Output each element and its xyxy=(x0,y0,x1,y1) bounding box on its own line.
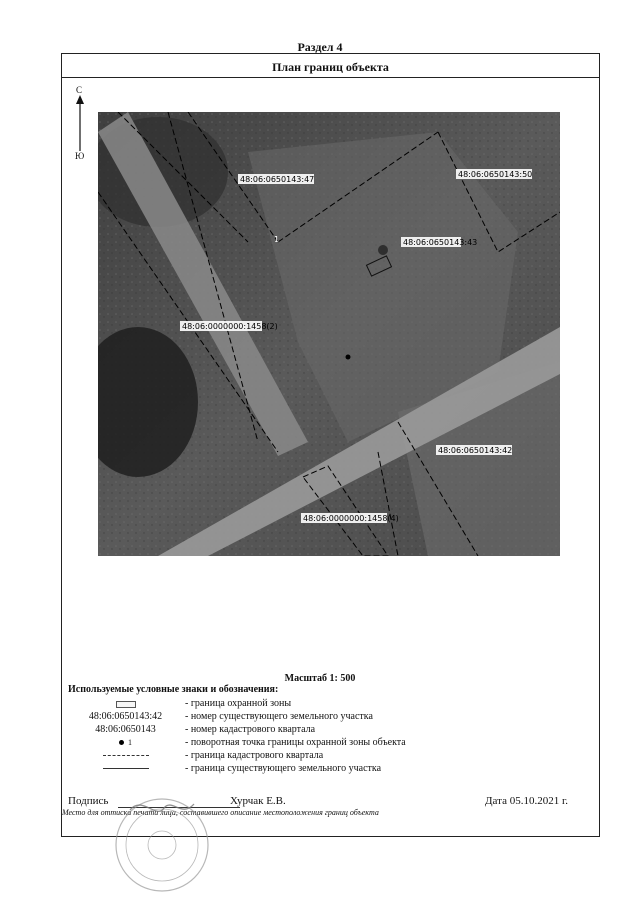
parcel-label: 48:06:0650143:50 xyxy=(458,170,533,179)
signer-name: Хурчак Е.В. xyxy=(230,795,286,807)
north-arrow xyxy=(70,85,90,165)
north-arrow-icon xyxy=(74,95,86,155)
south-label: Ю xyxy=(75,151,85,161)
legend-item: 48:06:0650143 - номер кадастрового квартала xyxy=(68,724,598,737)
quarter-boundary-line xyxy=(103,755,149,756)
parcel-label: 48:06:0650143:42 xyxy=(438,446,513,455)
boundary-point xyxy=(346,355,351,360)
legend-item: - граница кадастрового квартала xyxy=(68,750,598,763)
parcel-label: 48:06:0000000:1458(2) xyxy=(182,322,278,331)
parcel-number-sample: 48:06:0650143:42 xyxy=(88,711,163,722)
section-title: Раздел 4 xyxy=(297,40,343,54)
point-dot-icon xyxy=(119,740,124,745)
legend-title: Используемые условные знаки и обозначения: xyxy=(68,684,279,695)
legend-item: - граница охранной зоны xyxy=(68,698,598,711)
plan-title: План границ объекта xyxy=(62,54,599,78)
scale-label: Масштаб 1: 500 xyxy=(284,673,356,684)
signature-date: Дата 05.10.2021 г. xyxy=(485,795,568,807)
north-label: С xyxy=(76,85,83,95)
point-number: 1 xyxy=(274,235,280,244)
parcel-boundary-line xyxy=(103,768,149,769)
parcel-label: 48:06:0650143:43 xyxy=(403,238,478,247)
aerial-map xyxy=(98,112,560,556)
seal-stamp xyxy=(102,790,222,894)
legend-item: 1 - поворотная точка границы охранной зоны объекта xyxy=(68,737,598,750)
parcel-label: 48:06:0650143:47 xyxy=(240,175,315,184)
signature-label: Подпись xyxy=(68,795,109,807)
parcel-label: 48:06:0000000:1458(4) xyxy=(303,514,399,523)
legend-item: 48:06:0650143:42 - номер существующего земельного участка xyxy=(68,711,598,724)
legend-item: - граница существующего земельного участка xyxy=(68,763,598,776)
protective-zone-symbol xyxy=(116,701,136,708)
quarter-number-sample: 48:06:0650143 xyxy=(95,724,156,735)
stamp-caption: Место для оттиска печати лица, составившего описание местоположения границ объекта xyxy=(62,808,379,817)
